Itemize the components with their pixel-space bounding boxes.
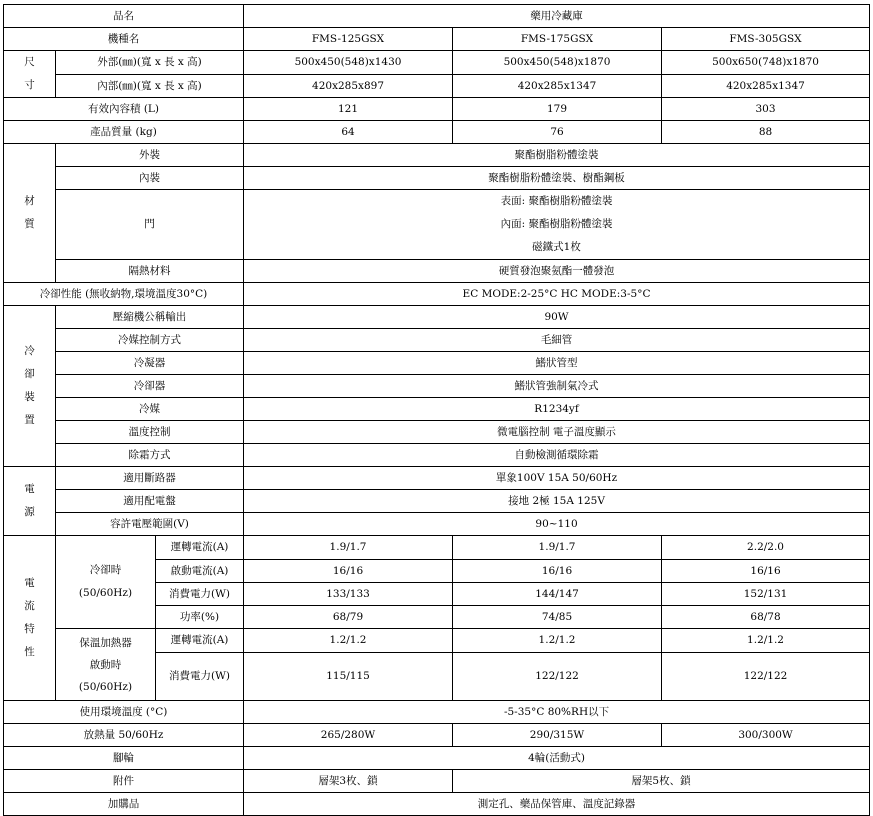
row-insulation (4, 260, 870, 283)
current-value: 1.9/1.7 (244, 536, 453, 560)
cooling-device-item-value: 微電腦控制 電子溫度顯示 (244, 421, 870, 444)
row-interior (4, 167, 870, 190)
model-1: FMS-125GSX (244, 28, 453, 51)
row-model (4, 28, 870, 51)
heater-mode-line: 保溫加熱器 (79, 636, 132, 649)
current-value: 133/133 (244, 583, 453, 606)
row-outer-size (4, 51, 870, 75)
heater-mode-line: (50/60Hz) (78, 680, 133, 693)
current-value: 122/122 (453, 653, 662, 701)
spec-table (3, 4, 870, 816)
power-item-label: 容許電壓範圍(V) (56, 513, 244, 536)
outer-size-label: 外部(㎜)(寬 x 長 x 高) (56, 51, 244, 75)
power-item-label: 適用配電盤 (56, 490, 244, 513)
row-exterior (4, 144, 870, 167)
cooling-device-item-label: 除霜方式 (56, 444, 244, 467)
model-3: FMS-305GSX (662, 28, 870, 51)
current-value: 2.2/2.0 (662, 536, 870, 560)
cooling-perf-value: EC MODE:2-25°C HC MODE:3-5°C (244, 283, 870, 306)
row-product-name (4, 5, 870, 28)
current-value: 122/122 (662, 653, 870, 701)
current-value: 1.2/1.2 (453, 629, 662, 653)
exterior-value: 聚酯樹脂粉體塗裝 (244, 144, 870, 167)
row-door (4, 190, 870, 260)
row-capacity (4, 98, 870, 121)
current-value: 115/115 (244, 653, 453, 701)
cooling-device-item-label: 冷卻器 (56, 375, 244, 398)
cooling-device-item-label: 冷媒控制方式 (56, 329, 244, 352)
cooling-device-item-label: 冷媒 (56, 398, 244, 421)
row-condenser (4, 352, 870, 375)
row-env (4, 701, 870, 724)
inner-size-2: 420x285x1347 (453, 74, 662, 98)
heat-label: 放熱量 50/60Hz (4, 724, 244, 747)
current-item-label: 消費電力(W) (156, 583, 244, 606)
current-value: 16/16 (453, 560, 662, 583)
current-value: 1.2/1.2 (244, 629, 453, 653)
current-value: 74/85 (453, 606, 662, 629)
heat-value: 265/280W (244, 724, 453, 747)
cooling-mode-line: (50/60Hz) (78, 587, 133, 599)
insulation-value: 硬質發泡聚氨酯一體發泡 (244, 260, 870, 283)
row-mass (4, 121, 870, 144)
row-accessories (4, 770, 870, 793)
row-heater-run-current (4, 629, 870, 653)
door-line: 表面: 聚酯樹脂粉體塗裝 (500, 195, 613, 207)
cooling-device-group-text: 冷卻裝置 (24, 345, 35, 426)
row-refrigerant-control (4, 329, 870, 352)
capacity-1: 121 (244, 98, 453, 121)
current-value: 144/147 (453, 583, 662, 606)
power-group-text: 電源 (24, 483, 35, 518)
cooling-device-item-label: 冷凝器 (56, 352, 244, 375)
row-compressor (4, 306, 870, 329)
row-heat (4, 724, 870, 747)
inner-size-3: 420x285x1347 (662, 74, 870, 98)
exterior-label: 外裝 (56, 144, 244, 167)
door-line: 磁鐵式1枚 (532, 241, 581, 253)
row-temp-control (4, 421, 870, 444)
current-value: 68/79 (244, 606, 453, 629)
power-item-value: 單象100V 15A 50/60Hz (244, 467, 870, 490)
outer-size-1: 500x450(548)x1430 (244, 51, 453, 75)
current-group-label (4, 536, 56, 701)
row-panel (4, 490, 870, 513)
options-value: 測定孔、藥品保管庫、溫度記錄器 (244, 793, 870, 816)
capacity-label: 有效內容積 (L) (4, 98, 244, 121)
cooling-device-item-label: 壓縮機公稱輸出 (56, 306, 244, 329)
material-group-text: 材質 (24, 195, 35, 230)
door-value (244, 190, 870, 260)
power-item-value: 90~110 (244, 513, 870, 536)
power-group-label (4, 467, 56, 536)
casters-label: 腳輪 (4, 747, 244, 770)
mass-label: 產品質量 (kg) (4, 121, 244, 144)
options-label: 加購品 (4, 793, 244, 816)
insulation-label: 隔熱材料 (56, 260, 244, 283)
material-group-label (4, 144, 56, 283)
power-item-label: 適用斷路器 (56, 467, 244, 490)
current-value: 16/16 (662, 560, 870, 583)
accessories-value: 層架3枚、鎖 (244, 770, 453, 793)
cooling-perf-label: 冷卻性能 (無收納物,環境溫度30°C) (4, 283, 244, 306)
current-group-text: 電流特性 (24, 577, 35, 658)
accessories-label: 附件 (4, 770, 244, 793)
door-line: 內面: 聚酯樹脂粉體塗裝 (500, 218, 613, 230)
current-value: 68/78 (662, 606, 870, 629)
cooling-device-item-value: 鰭狀管強制氣冷式 (244, 375, 870, 398)
cooling-device-group-label (4, 306, 56, 467)
row-breaker (4, 467, 870, 490)
current-value: 16/16 (244, 560, 453, 583)
row-cooler (4, 375, 870, 398)
cooling-device-item-value: 鰭狀管型 (244, 352, 870, 375)
current-item-label: 啟動電流(A) (156, 560, 244, 583)
interior-value: 聚酯樹脂粉體塗裝、樹酯鋼板 (244, 167, 870, 190)
outer-size-2: 500x450(548)x1870 (453, 51, 662, 75)
mass-2: 76 (453, 121, 662, 144)
size-group-text: 尺寸 (24, 56, 35, 91)
current-value: 152/131 (662, 583, 870, 606)
product-name-value: 藥用冷藏庫 (244, 5, 870, 28)
product-name-label: 品名 (4, 5, 244, 28)
cooling-mode-line: 冷卻時 (89, 564, 122, 576)
row-refrigerant (4, 398, 870, 421)
current-item-label: 消費電力(W) (156, 653, 244, 701)
heat-value: 300/300W (662, 724, 870, 747)
cooling-device-item-value: R1234yf (244, 398, 870, 421)
current-item-label: 運轉電流(A) (156, 536, 244, 560)
row-cooling-perf (4, 283, 870, 306)
outer-size-3: 500x650(748)x1870 (662, 51, 870, 75)
capacity-2: 179 (453, 98, 662, 121)
inner-size-label: 內部(㎜)(寬 x 長 x 高) (56, 74, 244, 98)
current-value: 1.9/1.7 (453, 536, 662, 560)
row-options (4, 793, 870, 816)
power-item-value: 接地 2極 15A 125V (244, 490, 870, 513)
current-item-label: 功率(%) (156, 606, 244, 629)
interior-label: 內裝 (56, 167, 244, 190)
casters-value: 4輪(活動式) (244, 747, 870, 770)
current-item-label: 運轉電流(A) (156, 629, 244, 653)
accessories-value: 層架5枚、鎖 (453, 770, 870, 793)
door-label: 門 (56, 190, 244, 260)
heater-mode-line: 啟動時 (89, 658, 122, 671)
inner-size-1: 420x285x897 (244, 74, 453, 98)
cooling-device-item-value: 90W (244, 306, 870, 329)
row-voltage (4, 513, 870, 536)
row-defrost (4, 444, 870, 467)
row-cool-run-current (4, 536, 870, 560)
row-casters (4, 747, 870, 770)
cooling-device-item-label: 溫度控制 (56, 421, 244, 444)
env-label: 使用環境溫度 (°C) (4, 701, 244, 724)
env-value: -5-35°C 80%RH以下 (244, 701, 870, 724)
capacity-3: 303 (662, 98, 870, 121)
heater-mode-label (56, 629, 156, 701)
cooling-device-item-value: 自動檢測循環除霜 (244, 444, 870, 467)
heat-value: 290/315W (453, 724, 662, 747)
row-inner-size (4, 74, 870, 98)
current-value: 1.2/1.2 (662, 629, 870, 653)
cooling-device-item-value: 毛細管 (244, 329, 870, 352)
model-label: 機種名 (4, 28, 244, 51)
size-group-label (4, 51, 56, 98)
mass-3: 88 (662, 121, 870, 144)
mass-1: 64 (244, 121, 453, 144)
model-2: FMS-175GSX (453, 28, 662, 51)
cooling-mode-label (56, 536, 156, 629)
